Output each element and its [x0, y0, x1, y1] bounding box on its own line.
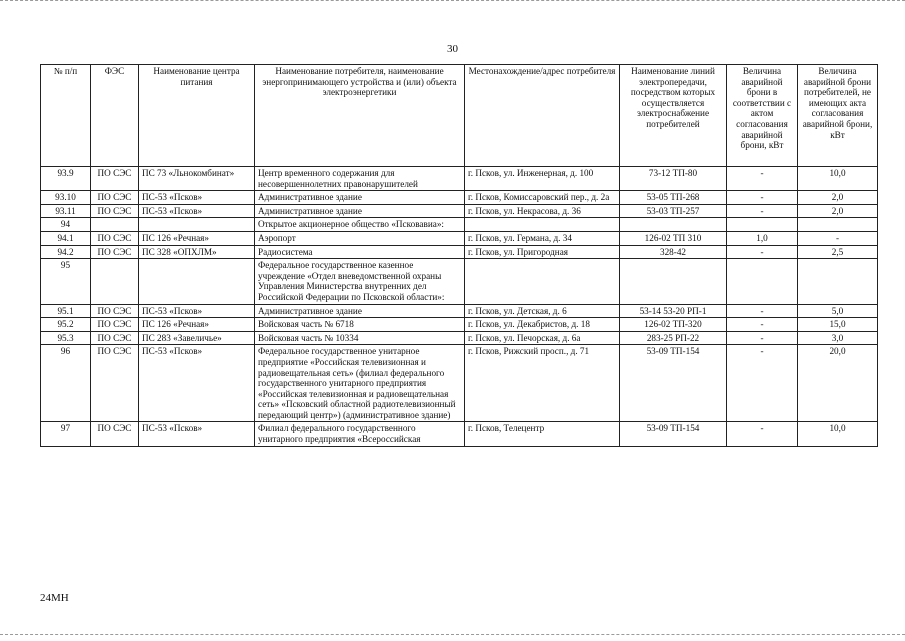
row-reserve-no-act: 2,0 — [798, 191, 878, 205]
row-fes: ПО СЭС — [91, 167, 139, 191]
row-fes: ПО СЭС — [91, 331, 139, 345]
table-row — [41, 245, 878, 259]
row-number: 94.1 — [41, 231, 91, 245]
table-row — [41, 204, 878, 218]
row-fes — [91, 218, 139, 232]
row-fes: ПО СЭС — [91, 245, 139, 259]
row-lines: 53-09 ТП-154 — [620, 422, 727, 446]
row-lines: 328-42 — [620, 245, 727, 259]
row-reserve-act — [727, 218, 798, 232]
row-power-center: ПС 126 «Речная» — [139, 231, 255, 245]
row-power-center: ПС-53 «Псков» — [139, 345, 255, 422]
row-number: 95.2 — [41, 318, 91, 332]
row-reserve-no-act: 15,0 — [798, 318, 878, 332]
row-reserve-act: - — [727, 345, 798, 422]
row-address: г. Псков, Комиссаровский пер., д. 2а — [465, 191, 620, 205]
row-reserve-act: - — [727, 304, 798, 318]
row-reserve-no-act: 10,0 — [798, 422, 878, 446]
row-address: г. Псков, ул. Инженерная, д. 100 — [465, 167, 620, 191]
table-row — [41, 345, 878, 422]
row-power-center: ПС-53 «Псков» — [139, 422, 255, 446]
row-fes: ПО СЭС — [91, 204, 139, 218]
header-number: № п/п — [41, 65, 91, 167]
row-lines: 283-25 РП-22 — [620, 331, 727, 345]
row-reserve-act: - — [727, 318, 798, 332]
table-row — [41, 331, 878, 345]
row-power-center: ПС 126 «Речная» — [139, 318, 255, 332]
table-row — [41, 318, 878, 332]
row-reserve-act: - — [727, 204, 798, 218]
row-reserve-act: - — [727, 245, 798, 259]
row-power-center — [139, 218, 255, 232]
consumer-table — [40, 64, 878, 447]
row-reserve-act: - — [727, 167, 798, 191]
row-lines — [620, 218, 727, 232]
row-consumer: Центр временного содержания для несовершеннолетних правонарушителей — [255, 167, 465, 191]
table-row — [41, 231, 878, 245]
header-address: Местонахождение/адрес потребителя — [465, 65, 620, 167]
row-reserve-no-act — [798, 218, 878, 232]
row-number: 93.10 — [41, 191, 91, 205]
row-address: г. Псков, Рижский просп., д. 71 — [465, 345, 620, 422]
row-consumer: Административное здание — [255, 191, 465, 205]
row-lines — [620, 259, 727, 304]
header-reserve-act: Величина аварийной брони в соответствии с актом согласования аварийной брони, кВт — [727, 65, 798, 167]
row-reserve-no-act: 2,5 — [798, 245, 878, 259]
row-lines: 126-02 ТП-320 — [620, 318, 727, 332]
row-lines: 126-02 ТП 310 — [620, 231, 727, 245]
row-address: г. Псков, ул. Некрасова, д. 36 — [465, 204, 620, 218]
row-fes: ПО СЭС — [91, 304, 139, 318]
row-reserve-no-act: 20,0 — [798, 345, 878, 422]
row-number: 94 — [41, 218, 91, 232]
row-number: 95.1 — [41, 304, 91, 318]
row-number: 96 — [41, 345, 91, 422]
row-consumer: Филиал федерального государственного унитарного предприятия «Всероссийская — [255, 422, 465, 446]
row-lines: 53-09 ТП-154 — [620, 345, 727, 422]
header-lines: Наименование линий электропередачи, посредством которых осуществляется электроснабжение потребителей — [620, 65, 727, 167]
row-power-center — [139, 259, 255, 304]
row-lines: 53-05 ТП-268 — [620, 191, 727, 205]
row-fes: ПО СЭС — [91, 422, 139, 446]
row-consumer: Радиосистема — [255, 245, 465, 259]
row-reserve-no-act — [798, 259, 878, 304]
header-consumer: Наименование потребителя, наименование энергопринимающего устройства и (или) объекта электроэнергетики — [255, 65, 465, 167]
row-reserve-act: 1,0 — [727, 231, 798, 245]
row-address: г. Псков, ул. Германа, д. 34 — [465, 231, 620, 245]
row-lines: 73-12 ТП-80 — [620, 167, 727, 191]
row-reserve-act: - — [727, 191, 798, 205]
row-power-center: ПС-53 «Псков» — [139, 204, 255, 218]
row-fes — [91, 259, 139, 304]
row-number: 97 — [41, 422, 91, 446]
row-consumer: Административное здание — [255, 304, 465, 318]
row-address: г. Псков, ул. Пригородная — [465, 245, 620, 259]
row-address: г. Псков, Телецентр — [465, 422, 620, 446]
row-consumer: Федеральное государственное унитарное предприятие «Российская телевизионная и радиовещательная сеть» (филиал федерального государственного унитарного предприятия «Российская телевизионная и радиовещательная сеть» «Псковский областной радиотелевизионный передающий центр») (административное здание) — [255, 345, 465, 422]
row-fes: ПО СЭС — [91, 191, 139, 205]
row-reserve-no-act: 2,0 — [798, 204, 878, 218]
row-number: 95.3 — [41, 331, 91, 345]
row-fes: ПО СЭС — [91, 231, 139, 245]
row-consumer: Войсковая часть № 6718 — [255, 318, 465, 332]
footer-code: 24МН — [40, 592, 69, 604]
row-consumer: Войсковая часть № 10334 — [255, 331, 465, 345]
row-address: г. Псков, ул. Детская, д. 6 — [465, 304, 620, 318]
row-reserve-act: - — [727, 331, 798, 345]
row-lines: 53-03 ТП-257 — [620, 204, 727, 218]
row-address: г. Псков, ул. Декабристов, д. 18 — [465, 318, 620, 332]
row-number: 93.9 — [41, 167, 91, 191]
header-reserve-no-act: Величина аварийной брони потребителей, не имеющих акта согласования аварийной брони, кВт — [798, 65, 878, 167]
header-fes: ФЭС — [91, 65, 139, 167]
row-power-center: ПС-53 «Псков» — [139, 304, 255, 318]
row-consumer: Административное здание — [255, 204, 465, 218]
row-power-center: ПС 73 «Льнокомбинат» — [139, 167, 255, 191]
table-row — [41, 304, 878, 318]
row-address — [465, 259, 620, 304]
row-reserve-no-act: 5,0 — [798, 304, 878, 318]
row-fes: ПО СЭС — [91, 345, 139, 422]
row-fes: ПО СЭС — [91, 318, 139, 332]
scan-edge-top — [0, 0, 905, 7]
table-header-row — [41, 65, 878, 167]
table-row — [41, 259, 878, 304]
header-power-center: Наименование центра питания — [139, 65, 255, 167]
row-power-center: ПС 283 «Завеличье» — [139, 331, 255, 345]
row-consumer: Открытое акционерное общество «Псковавиа»: — [255, 218, 465, 232]
row-reserve-no-act: 3,0 — [798, 331, 878, 345]
row-reserve-no-act: - — [798, 231, 878, 245]
row-consumer: Федеральное государственное казенное учреждение «Отдел вневедомственной охраны Управления Министерства внутренних дел Российской Федерации по Псковской области»: — [255, 259, 465, 304]
row-address: г. Псков, ул. Печорская, д. 6а — [465, 331, 620, 345]
table-row — [41, 167, 878, 191]
table-row — [41, 422, 878, 446]
row-reserve-act: - — [727, 422, 798, 446]
table-row — [41, 218, 878, 232]
row-number: 93.11 — [41, 204, 91, 218]
row-reserve-no-act: 10,0 — [798, 167, 878, 191]
row-reserve-act — [727, 259, 798, 304]
row-lines: 53-14 53-20 РП-1 — [620, 304, 727, 318]
table-row — [41, 191, 878, 205]
row-number: 94.2 — [41, 245, 91, 259]
row-number: 95 — [41, 259, 91, 304]
row-power-center: ПС-53 «Псков» — [139, 191, 255, 205]
row-consumer: Аэропорт — [255, 231, 465, 245]
row-address — [465, 218, 620, 232]
row-power-center: ПС 328 «ОПХЛМ» — [139, 245, 255, 259]
page-number: 30 — [447, 43, 458, 55]
